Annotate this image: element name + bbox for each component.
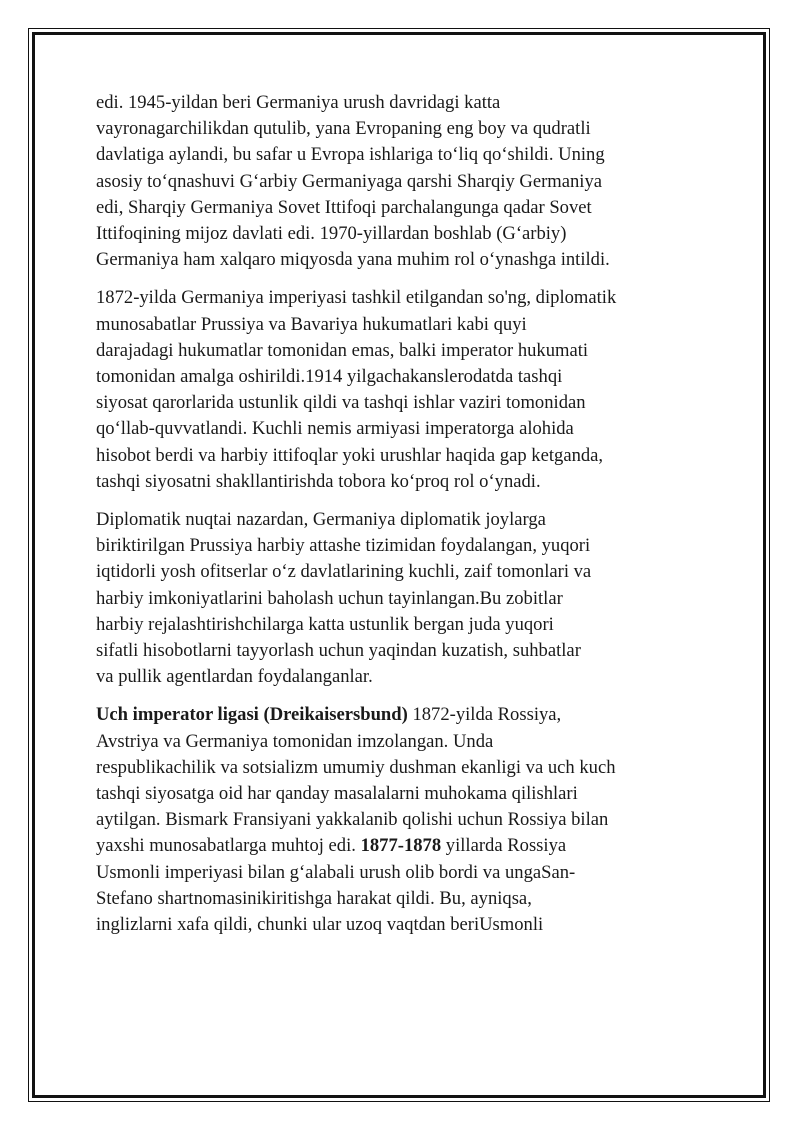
paragraph-4 xyxy=(96,702,708,938)
text-line: iqtidorli yosh ofitserlar o‘z davlatlarining kuchli, zaif tomonlari va xyxy=(96,561,592,583)
text-line: asosiy to‘qnashuvi G‘arbiy Germaniyaga qarshi Sharqiy Germaniya xyxy=(96,170,603,192)
text-line: tashqi siyosatni shakllantirishda tobora ko‘proq rol o‘ynadi. xyxy=(96,470,541,492)
text-line: aytilgan. Bismark Fransiyani yakkalanib qolishi uchun Rossiya bilan xyxy=(96,809,609,831)
bold-term: Uch imperator ligasi (Dreikaisersbund) xyxy=(96,704,408,726)
text-line: biriktirilgan Prussiya harbiy attashe tizimidan foydalangan, yuqori xyxy=(96,535,591,557)
text-line: davlatiga aylandi, bu safar u Evropa ishlariga to‘liq qo‘shildi. Uning xyxy=(96,144,605,166)
paragraph-1 xyxy=(96,90,708,273)
text-line xyxy=(96,702,708,728)
text-line xyxy=(96,833,708,859)
inline-text: yillarda Rossiya xyxy=(441,835,567,857)
text-line: tomonidan amalga oshirildi.1914 yilgachakanslerodatda tashqi xyxy=(96,366,563,388)
bold-date-range: 1877-1878 xyxy=(360,835,442,857)
text-line: inglizlarni xafa qildi, chunki ular uzoq vaqtdan beriUsmonli xyxy=(96,914,544,936)
text-line: munosabatlar Prussiya va Bavariya hukumatlari kabi quyi xyxy=(96,313,527,335)
text-line: Avstriya va Germaniya tomonidan imzolangan. Unda xyxy=(96,730,494,752)
text-line: Ittifoqining mijoz davlati edi. 1970-yillardan boshlab (G‘arbiy) xyxy=(96,223,567,245)
text-line: qo‘llab-quvvatlandi. Kuchli nemis armiyasi imperatorga alohida xyxy=(96,418,574,440)
paragraph-3 xyxy=(96,507,708,690)
text-line: sifatli hisobotlarni tayyorlash uchun yaqindan kuzatish, suhbatlar xyxy=(96,640,581,662)
text-line: edi, Sharqiy Germaniya Sovet Ittifoqi parchalangunga qadar Sovet xyxy=(96,196,592,218)
text-line: Usmonli imperiyasi bilan g‘alabali urush olib bordi va ungaSan- xyxy=(96,861,576,883)
inline-text: 1872-yilda Rossiya, xyxy=(407,704,562,726)
text-line: respublikachilik va sotsializm umumiy dushman ekanligi va uch kuch xyxy=(96,756,616,778)
text-line: Diplomatik nuqtai nazardan, Germaniya diplomatik joylarga xyxy=(96,509,546,531)
text-line: 1872-yilda Germaniya imperiyasi tashkil etilgandan so'ng, diplomatik xyxy=(96,287,617,309)
text-line: harbiy imkoniyatlarini baholash uchun tayinlangan.Bu zobitlar xyxy=(96,587,563,609)
text-line: Stefano shartnomasinikiritishga harakat qildi. Bu, ayniqsa, xyxy=(96,887,532,909)
text-line: Germaniya ham xalqaro miqyosda yana muhim rol o‘ynashga intildi. xyxy=(96,249,610,271)
paragraph-2 xyxy=(96,285,708,495)
text-line: vayronagarchilikdan qutulib, yana Evropaning eng boy va qudratli xyxy=(96,118,591,140)
document-body xyxy=(96,90,708,950)
text-line: tashqi siyosatga oid har qanday masalalarni muhokama qilishlari xyxy=(96,783,578,805)
inline-text: yaxshi munosabatlarga muhtoj edi. xyxy=(96,835,361,857)
text-line: edi. 1945-yildan beri Germaniya urush davridagi katta xyxy=(96,92,501,113)
text-line: siyosat qarorlarida ustunlik qildi va tashqi ishlar vaziri tomonidan xyxy=(96,392,586,414)
text-line: darajadagi hukumatlar tomonidan emas, balki imperator hukumati xyxy=(96,339,589,361)
text-line: va pullik agentlardan foydalanganlar. xyxy=(96,666,373,688)
text-line: harbiy rejalashtirishchilarga katta ustunlik bergan juda yuqori xyxy=(96,613,554,635)
text-line: hisobot berdi va harbiy ittifoqlar yoki urushlar haqida gap ketganda, xyxy=(96,444,604,466)
